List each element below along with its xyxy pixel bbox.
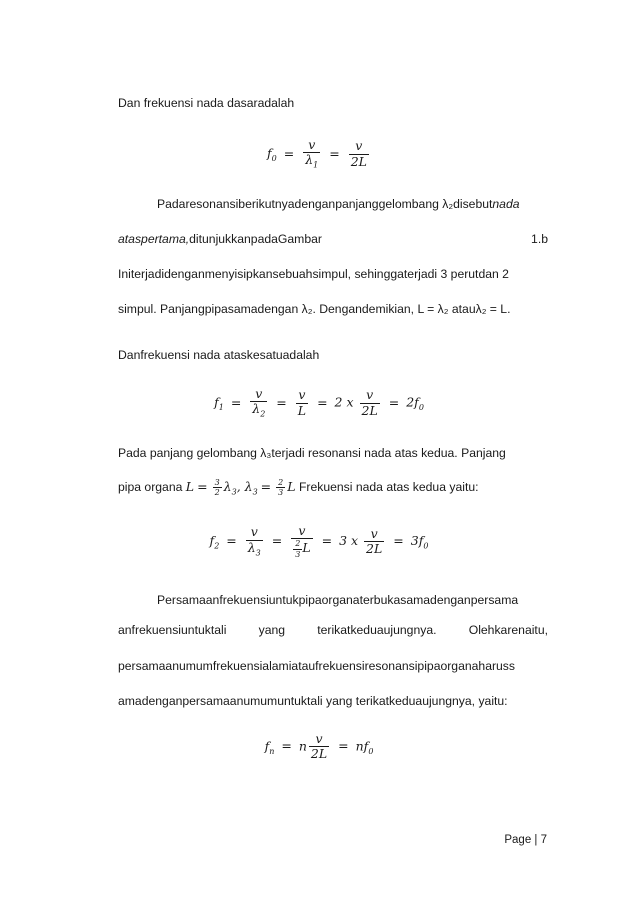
paragraph-open-pipe-line1: Persamaanfrekuensiuntukpipaorganaterbukasamadenganpersama (157, 593, 519, 607)
fraction: $\frac{v}{2L}$ (310, 731, 328, 762)
equation-f0: $f_0$ = $\frac{v}{\lambda_1}$ = $\frac{v}{2L}$ (267, 137, 367, 170)
paragraph-second-resonance-line4: simpul. Panjangpipasamadengan λ₂. Dengandemikian, L = λ₂ atauλ₂ = L. (118, 302, 511, 316)
fraction: $\frac{v}{\lambda_2}$ (252, 386, 266, 419)
fraction: $\frac{v}{\lambda_1}$ (305, 137, 319, 170)
fraction: $\frac{v}{2L}$ (350, 138, 367, 169)
paragraph-open-pipe-line3: persamaanumumfrekuensialamiataufrekuensiresonansipipaorganaharuss (118, 659, 515, 673)
paragraph-open-pipe-line4: amadenganpersamaanumumuntuktali yang terikatkeduaujungnya, yaitu: (118, 694, 508, 708)
fraction: $\frac{v}{\lambda_3}$ (247, 524, 261, 558)
equation-fn: $f_n = n$ $\frac{v}{2L}$ = $nf_0$ (264, 731, 374, 762)
paragraph-open-pipe-line2: anfrekuensiuntuktali yang terikatkeduaujungnya. Olehkarenaitu, (118, 623, 548, 637)
fraction: $\frac{3}{2}$ (214, 478, 220, 498)
paragraph-first-overtone: Danfrekuensi nada ataskesatuadalah (118, 348, 320, 362)
fraction: $\frac{2}{3}$ (278, 478, 284, 498)
paragraph-second-overtone-line2: pipa organa L = $\frac{3}{2}$ $\lambda_3$, $\lambda_3$ = $\frac{2}{3}$ L Frekuensi nada atas kedua yaitu: (118, 478, 479, 498)
paragraph-second-resonance-line1: Padaresonansiberikutnyadenganpanjanggelombang λ₂disebutnada (157, 197, 520, 211)
fraction: $\frac{v}{L}$ (297, 387, 307, 418)
paragraph-second-overtone-line1: Pada panjang gelombang λ₃terjadi resonansi nada atas kedua. Panjang (118, 446, 506, 460)
equation-f1: $f_1$ = $\frac{v}{\lambda_2}$ = $\frac{v}{L}$ = 2 x $\frac{v}{2L}$ = $2f_0$ (214, 386, 424, 419)
paragraph-second-resonance-line2: ataspertama,ditunjukkanpadaGambar 1.b (118, 232, 548, 246)
inline-equation: L = $\frac{3}{2}$ $\lambda_3$, $\lambda_3$ = $\frac{2}{3}$ L (185, 478, 296, 498)
equation-f2: $f_2$ = $\frac{v}{\lambda_3}$ = v $\frac{2}{3}$ L = 3 x $\frac{v}{2L}$ = $3f_0$ (209, 523, 429, 559)
page-number-footer: Page | 7 (504, 834, 547, 846)
paragraph-second-resonance-line3: Initerjadidenganmenyisipkansebuahsimpul, sehinggaterjadi 3 perutdan 2 (118, 267, 509, 281)
fraction: $\frac{v}{2L}$ (361, 387, 378, 418)
fraction: $\frac{v}{2L}$ (366, 525, 383, 556)
paragraph-intro-fundamental: Dan frekuensi nada dasaradalah (118, 96, 295, 110)
fraction: v $\frac{2}{3}$ L (291, 524, 312, 559)
